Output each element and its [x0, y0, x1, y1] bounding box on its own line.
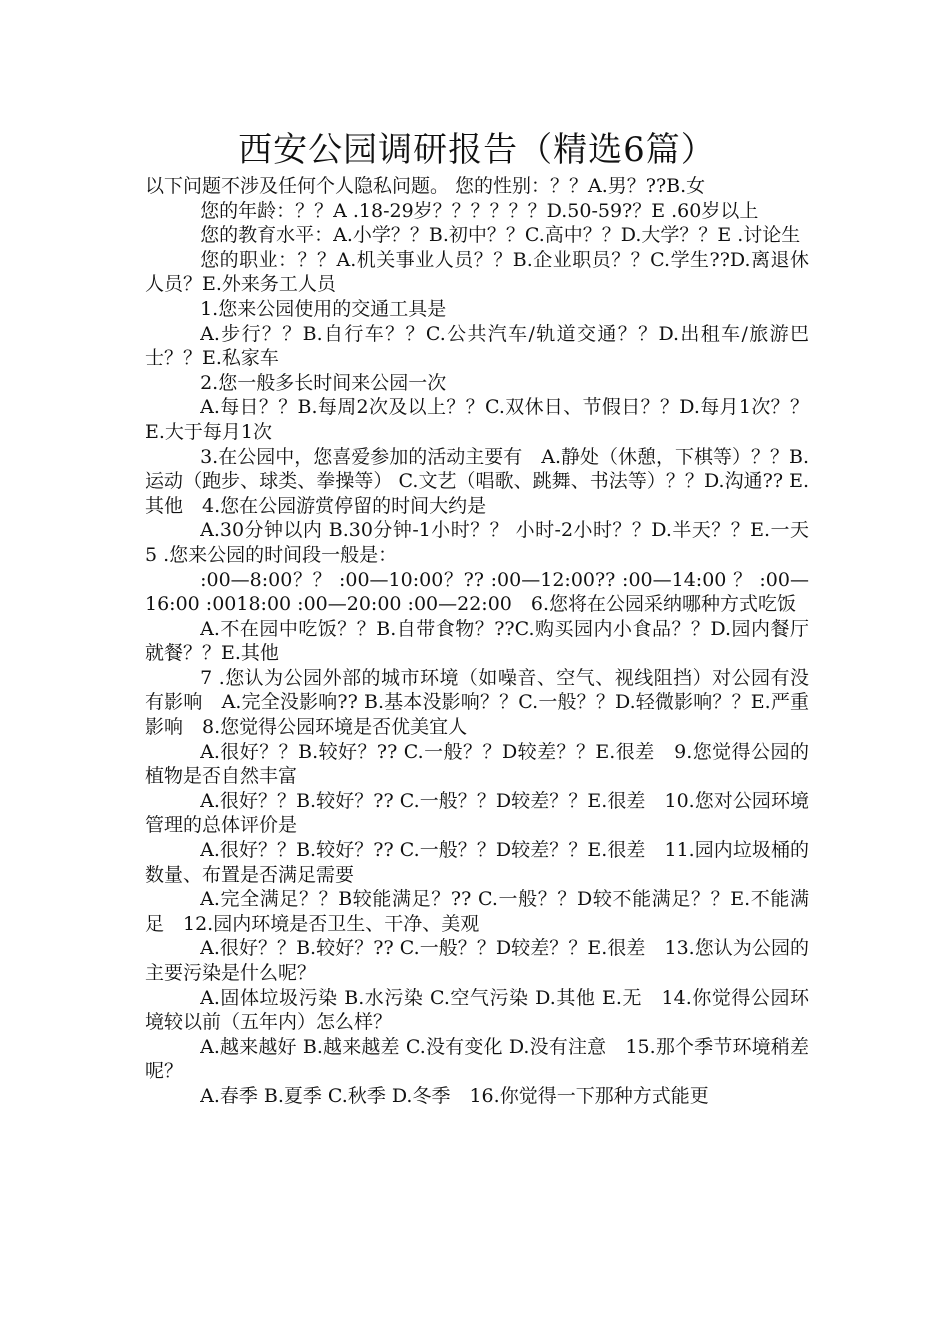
paragraph-occupation: 您的职业：？？A.机关事业人员？？B.企业职员？？C.学生??D.离退休人员？E.外来务工人员 [145, 248, 809, 296]
document-title: 西安公园调研报告（精选6篇） [238, 130, 716, 170]
question-1: 1.您来公园使用的交通工具是 [200, 297, 447, 320]
paragraph-education: 您的教育水平：A.小学？？B.初中？？C.高中？？D.大学？？E .讨论生 [200, 224, 801, 247]
paragraph-privacy-gender: 以下问题不涉及任何个人隐私问题。 您的性别：？？A.男？??B.女 [145, 175, 706, 197]
answers-9-question-10: A.很好？？B.较好？?? C.一般？？D较差？？E.很差 10.您对公园环境管理的总体评价是 [145, 789, 809, 837]
question-2: 2.您一般多长时间来公园一次 [200, 371, 447, 394]
answers-11-question-12: A.完全满足？？B较能满足？?? C.一般？？D较不能满足？？E.不能满足 12.园内环境是否卫生、干净、美观 [145, 888, 809, 935]
answers-4-question-5: A.30分钟以内 B.30分钟-1小时？？ 小时-2小时？？D.半天？？E.一天 5 .您来公园的时间段一般是： [145, 519, 829, 566]
question-3-4: 3.在公园中，您喜爱参加的活动主要有 A.静处（休憩，下棋等）？？B.运动（跑步、球类、拳操等） C.文艺（唱歌、跳舞、书法等）？？D.沟通?? E.其他 4.您在公园游赏停留的时间大约是 [145, 445, 809, 517]
answers-15-question-16: A.春季 B.夏季 C.秋季 D.冬季 16.你觉得一下那种方式能更 [200, 1084, 709, 1107]
answers-14-question-15: A.越来越好 B.越来越差 C.没有变化 D.没有注意 15.那个季节环境稍差呢？ [145, 1035, 809, 1083]
answers-5-question-6: :00—8:00？？ :00—10:00？?? :00—12:00?? :00—14:00 ？ :00—16:00 :0018:00 :00—20:00 :00—22:00 6.您将在公园采纳哪种方式吃饭 [145, 568, 809, 616]
answers-13-question-14: A.固体垃圾污染 B.水污染 C.空气污染 D.其他 E.无 14.你觉得公园环境较以前（五年内）怎么样？ [145, 986, 809, 1034]
answers-1: A.步行？？B.自行车？？C.公共汽车/轨道交通？？D.出租车/旅游巴士？？E.私家车 [145, 322, 809, 370]
question-7-8: 7 .您认为公园外部的城市环境（如噪音、空气、视线阻挡）对公园有没有影响 A.完全没影响?? B.基本没影响？？C.一般？？D.轻微影响？？E.严重影响 8.您觉得公园环境是否优美宜人 [145, 666, 809, 739]
paragraph-age: 您的年龄：？？A .18-29岁？？？？？？D.50-59?？E .60岁以上 [200, 199, 759, 222]
answers-12-question-13: A.很好？？B.较好？?? C.一般？？D较差？？E.很差 13.您认为公园的主要污染是什么呢？ [145, 937, 809, 984]
answers-8-question-9: A.很好？？B.较好？?? C.一般？？D较差？？E.很差 9.您觉得公园的植物是否自然丰富 [145, 740, 809, 788]
answers-10-question-11: A.很好？？B.较好？?? C.一般？？D较差？？E.很差 11.园内垃圾桶的数量、布置是否满足需要 [145, 839, 809, 886]
answers-2: A.每日？？B.每周2次及以上？？C.双休日、节假日？？D.每月1次？？E.大于每月1次 [145, 396, 809, 443]
document-page [145, 128, 829, 1109]
answers-6: A.不在园中吃饭？？B.自带食物？??C.购买园内小食品？？D.园内餐厅就餐？？E.其他 [145, 617, 809, 665]
